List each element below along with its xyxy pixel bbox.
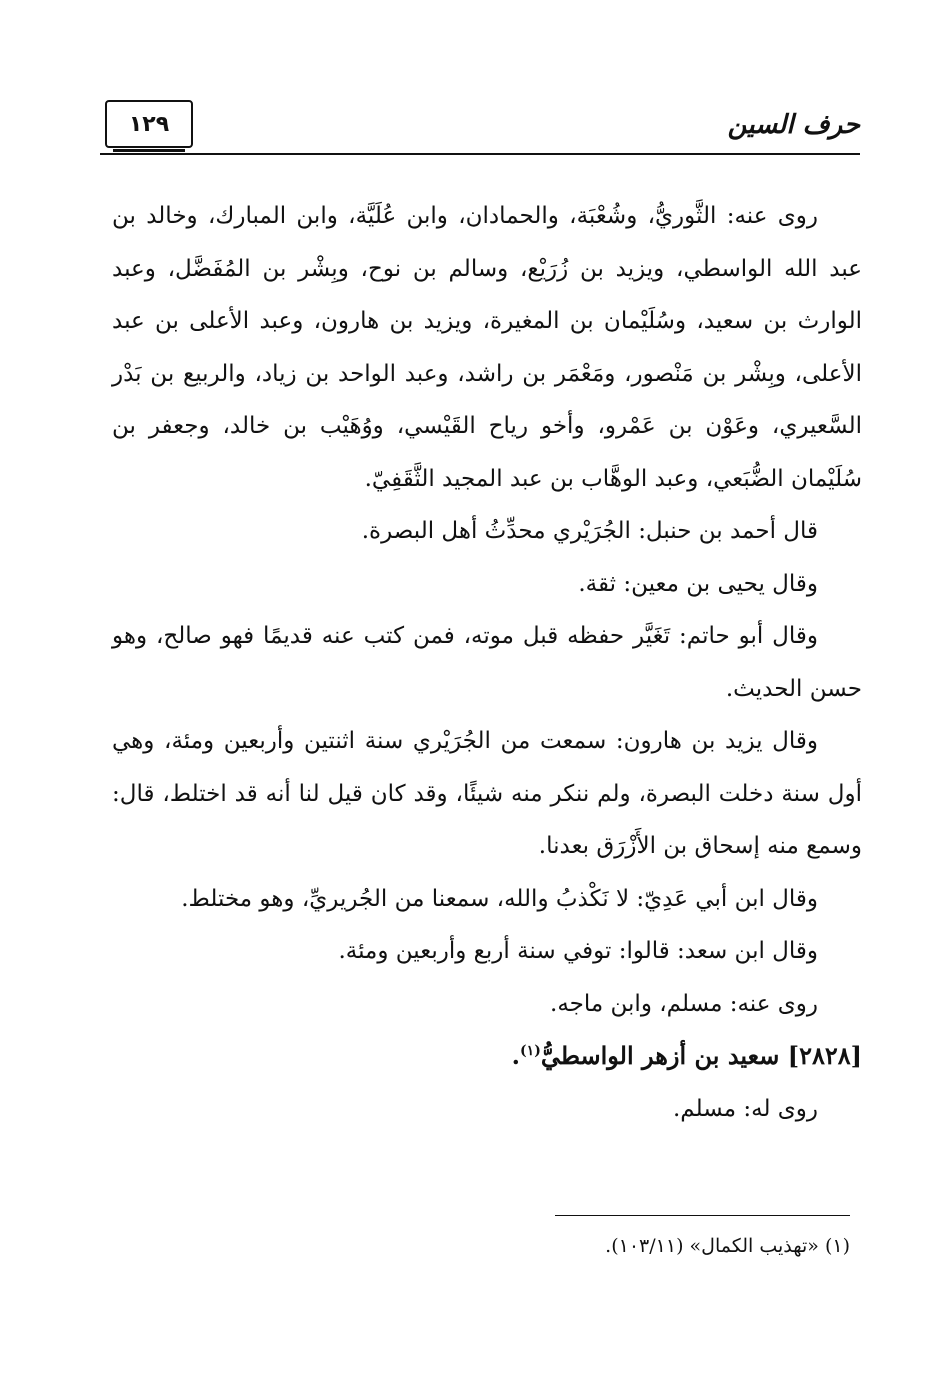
narrators-paragraph: روى عنه: الثَّوريُّ، وشُعْبَة، والحمادان، وابن عُلَيَّة، وابن المبارك، وخالد بن عبد الله الواسطي، ويزيد بن زُرَيْع، وسالم بن نوح، وبِشْر بن المُفَضَّل، وعبد الوارث بن سعيد، وسُلَيْمان بن المغيرة، ويزيد بن هارون، وعبد الأعلى بن عبد الأعلى، وبِشْر بن مَنْصور، ومَعْمَر بن راشد، وعبد الواحد بن زياد، والربيع بن بَدْر السَّعيري، وعَوْن بن عَمْرو، وأخو رياح القَيْسي، ووُهَيْب بن خالد، وجعفر بن سُلَيْمان الضُّبَعي، وعبد الوهَّاب بن عبد المجيد الثَّقَفِيّ. [112,203,862,492]
header-rule [100,153,860,155]
page-header [105,100,860,154]
footnote: (١) «تهذيب الكمال» (١٠٣/١١). [605,1235,850,1257]
yahya-quote: وقال يحيى بن معين: ثقة. [578,570,818,597]
entry-narrated-line: روى له: مسلم. [673,1095,818,1122]
footnote-ref: (١) [520,1043,541,1059]
main-text [112,190,862,1135]
running-head: حرف السين [727,110,860,140]
footnote-rule [555,1215,850,1216]
entry-dot: . [511,1041,521,1070]
entry-title: [٢٨٢٨] سعيد بن أزهر الواسطيُّ [540,1041,862,1070]
ibn-saad-quote: وقال ابن سعد: قالوا: توفي سنة أربع وأربعين ومئة. [338,938,818,964]
abu-hatim-quote: وقال أبو حاتم: تَغَيَّر حفظه قبل موته، فمن كتب عنه قديمًا فهو صالح، وهو حسن الحديث. [112,623,862,702]
entry-heading [112,1030,862,1083]
ibn-adi-quote: وقال ابن أبي عَدِيّ: لا نَكْذبُ والله، سمعنا من الجُريريِّ، وهو مختلط. [181,885,818,912]
yazid-quote: وقال يزيد بن هارون: سمعت من الجُرَيْري سنة اثنتين وأربعين ومئة، وهي أول سنة دخلت البصرة، ولم ننكر منه شيئًا، وقد كان قيل لنا أنه قد اختلط، قال: وسمع منه إسحاق بن الأَزْرَق بعدنا. [112,728,862,859]
page-number: ١٢٩ [128,111,170,137]
narrated-by-line: روى عنه: مسلم، وابن ماجه. [550,990,818,1017]
page-number-box [105,100,193,148]
ahmad-quote: قال أحمد بن حنبل: الجُرَيْري محدِّثُ أهل البصرة. [361,518,818,544]
